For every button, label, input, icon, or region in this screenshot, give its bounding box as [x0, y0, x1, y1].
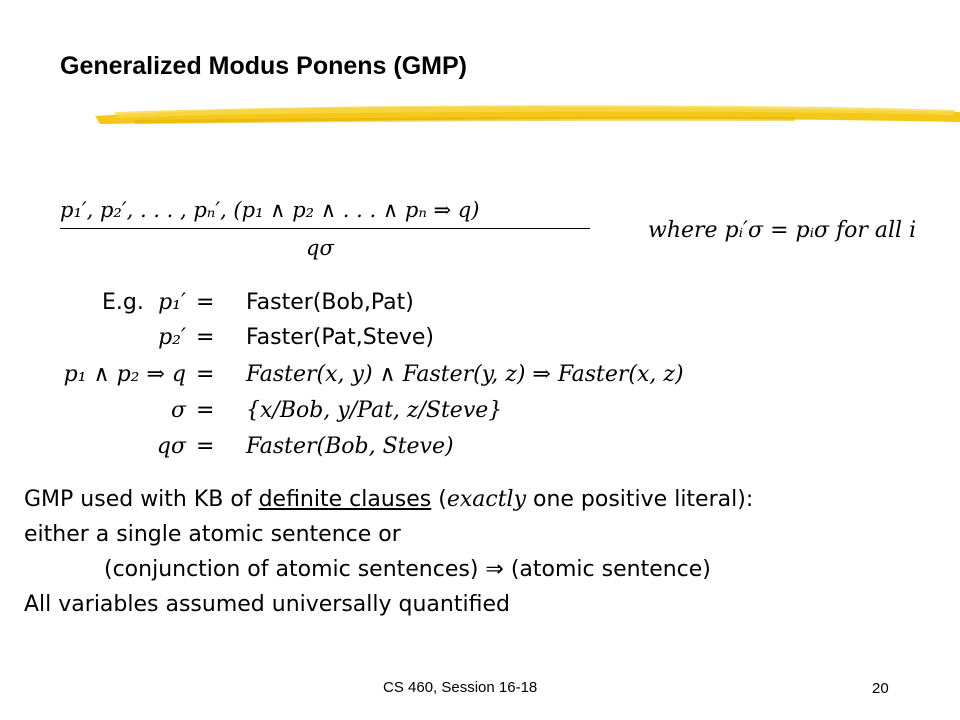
example-eq-3: =	[196, 362, 215, 387]
notes-line-4: All variables assumed universally quantified	[24, 592, 510, 617]
example-rhs-2: Faster(Pat,Steve)	[246, 325, 435, 350]
example-lhs-5: qσ	[156, 434, 186, 459]
example-rhs-4: {x/Bob, y/Pat, z/Steve}	[246, 398, 503, 423]
definite-clauses-term: definite clauses	[258, 487, 432, 512]
notes-line-1-c: (	[431, 487, 447, 512]
exactly-term: exactly	[446, 487, 526, 512]
example-eq-4: =	[196, 398, 215, 423]
slide-title: Generalized Modus Ponens (GMP)	[60, 52, 467, 80]
example-lhs-1: p₁′	[158, 290, 186, 315]
notes-line-1	[24, 487, 753, 512]
example-rhs-5: Faster(Bob, Steve)	[246, 434, 454, 459]
page-number: 20	[872, 680, 889, 697]
rule-conclusion: qσ	[306, 236, 334, 260]
notes-line-3: (conjunction of atomic sentences) ⇒ (atomic sentence)	[104, 557, 711, 582]
fraction-bar	[60, 228, 590, 229]
example-rhs-3: Faster(x, y) ∧ Faster(y, z) ⇒ Faster(x, z)	[246, 362, 684, 387]
notes-line-1-a: GMP used with KB of	[24, 487, 259, 512]
example-lhs-2: p₂′	[158, 325, 186, 350]
notes-line-2: either a single atomic sentence or	[24, 522, 401, 547]
example-lhs-3: p₁ ∧ p₂ ⇒ q	[63, 362, 186, 387]
title-underline-highlight	[95, 98, 960, 130]
rule-condition: where pᵢ′σ = pᵢσ for all i	[648, 218, 917, 243]
example-lhs-4: σ	[170, 398, 186, 423]
rule-premises: p₁′, p₂′, . . . , pₙ′, (p₁ ∧ p₂ ∧ . . . ∧ pₙ ⇒ q)	[60, 198, 480, 222]
example-rhs-1: Faster(Bob,Pat)	[246, 290, 414, 315]
example-eq-5: =	[196, 434, 215, 459]
example-label: E.g.	[102, 290, 144, 315]
slide-footer: CS 460, Session 16-18	[383, 679, 538, 696]
notes-line-1-e: one positive literal):	[526, 487, 754, 512]
example-eq-1: =	[196, 290, 215, 315]
example-eq-2: =	[196, 325, 215, 350]
